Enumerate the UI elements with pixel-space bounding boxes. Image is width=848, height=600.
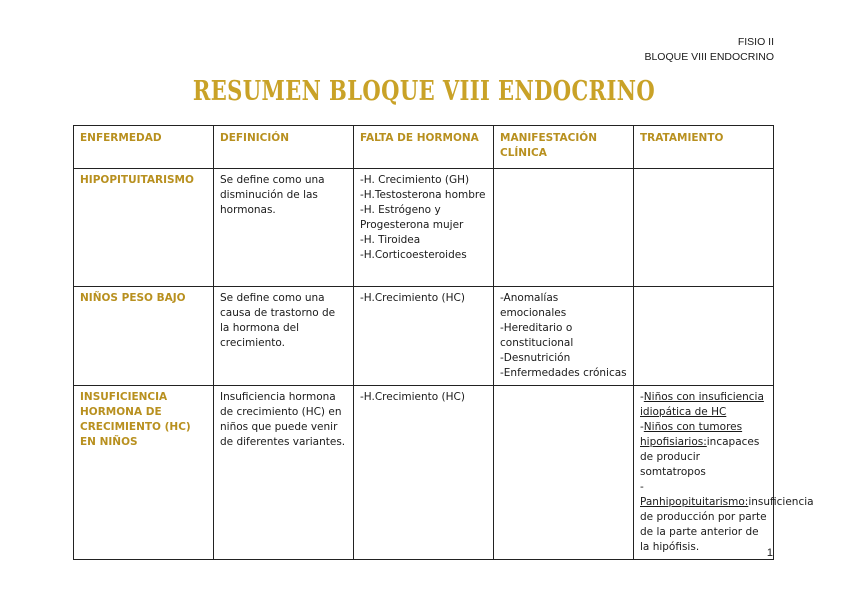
hormone-item: -H.Crecimiento (HC) xyxy=(360,391,465,403)
hormone-item: -H.Testosterona hombre xyxy=(360,189,486,201)
manifestation-item: -Enfermedades crónicas xyxy=(500,367,627,379)
bullet-dash: - xyxy=(640,481,644,493)
document-header xyxy=(644,35,774,65)
bullet-dash: - xyxy=(640,421,644,433)
hormone-item: -H. Tiroidea xyxy=(360,234,421,246)
hormone-cell xyxy=(354,386,494,560)
page-title: RESUMEN BLOQUE VIII ENDOCRINO xyxy=(192,76,656,107)
table-header-row xyxy=(74,126,774,169)
summary-table xyxy=(73,125,814,560)
definition-cell: Insuficiencia hormona de crecimiento (HC) en niños que puede venir de diferentes variantes. xyxy=(214,386,354,560)
column-header-enfermedad: ENFERMEDAD xyxy=(74,126,214,169)
treatment-item xyxy=(640,390,767,420)
hormone-cell xyxy=(354,287,494,386)
manifestation-item: -Hereditario o constitucional xyxy=(500,322,574,349)
hormone-item: -H. Estrógeno y Progesterona mujer xyxy=(360,204,464,231)
hormone-item: -H.Corticoesteroides xyxy=(360,249,467,261)
treatment-cell xyxy=(634,287,774,386)
treatment-item xyxy=(640,480,814,555)
column-header-tratamiento: TRATAMIENTO xyxy=(634,126,774,169)
definition-cell: Se define como una disminución de las hormonas. xyxy=(214,169,354,287)
page-number: 1 xyxy=(766,547,773,559)
column-header-definicion: DEFINICIÓN xyxy=(214,126,354,169)
manifestation-cell xyxy=(494,386,634,560)
treatment-text: incapaces de producir somtatropos xyxy=(640,436,760,478)
table-row xyxy=(74,169,774,287)
treatment-item xyxy=(640,420,767,480)
disease-cell: NIÑOS PESO BAJO xyxy=(74,287,214,386)
treatment-heading: Panhipopituitarismo: xyxy=(640,496,749,508)
treatment-heading: Niños con tumores hipofisiarios: xyxy=(640,421,743,448)
column-header-manifestacion: MANIFESTACIÓN CLÍNICA xyxy=(494,126,634,169)
table-row xyxy=(74,386,774,560)
hormone-item: -H. Crecimiento (GH) xyxy=(360,174,470,186)
hormone-cell xyxy=(354,169,494,287)
manifestation-cell xyxy=(494,287,634,386)
hormone-item: -H.Crecimiento (HC) xyxy=(360,292,465,304)
treatment-heading: Niños con insuficiencia idiopática de HC xyxy=(640,391,764,418)
manifestation-cell xyxy=(494,169,634,287)
treatment-text: insuficiencia de producción por parte de la parte anterior de la hipófisis. xyxy=(640,496,814,553)
header-course: FISIO II xyxy=(737,36,774,48)
treatment-cell xyxy=(634,169,774,287)
treatment-cell xyxy=(634,386,814,560)
disease-cell: INSUFICIENCIA HORMONA DE CRECIMIENTO (HC) EN NIÑOS xyxy=(74,386,214,560)
manifestation-item: -Anomalías emocionales xyxy=(500,292,567,319)
table-row xyxy=(74,287,774,386)
header-block: BLOQUE VIII ENDOCRINO xyxy=(644,51,774,63)
definition-cell: Se define como una causa de trastorno de la hormona del crecimiento. xyxy=(214,287,354,386)
manifestation-item: -Desnutrición xyxy=(500,352,571,364)
disease-cell: HIPOPITUITARISMO xyxy=(74,169,214,287)
column-header-falta-hormona: FALTA DE HORMONA xyxy=(354,126,494,169)
bullet-dash: - xyxy=(640,391,644,403)
